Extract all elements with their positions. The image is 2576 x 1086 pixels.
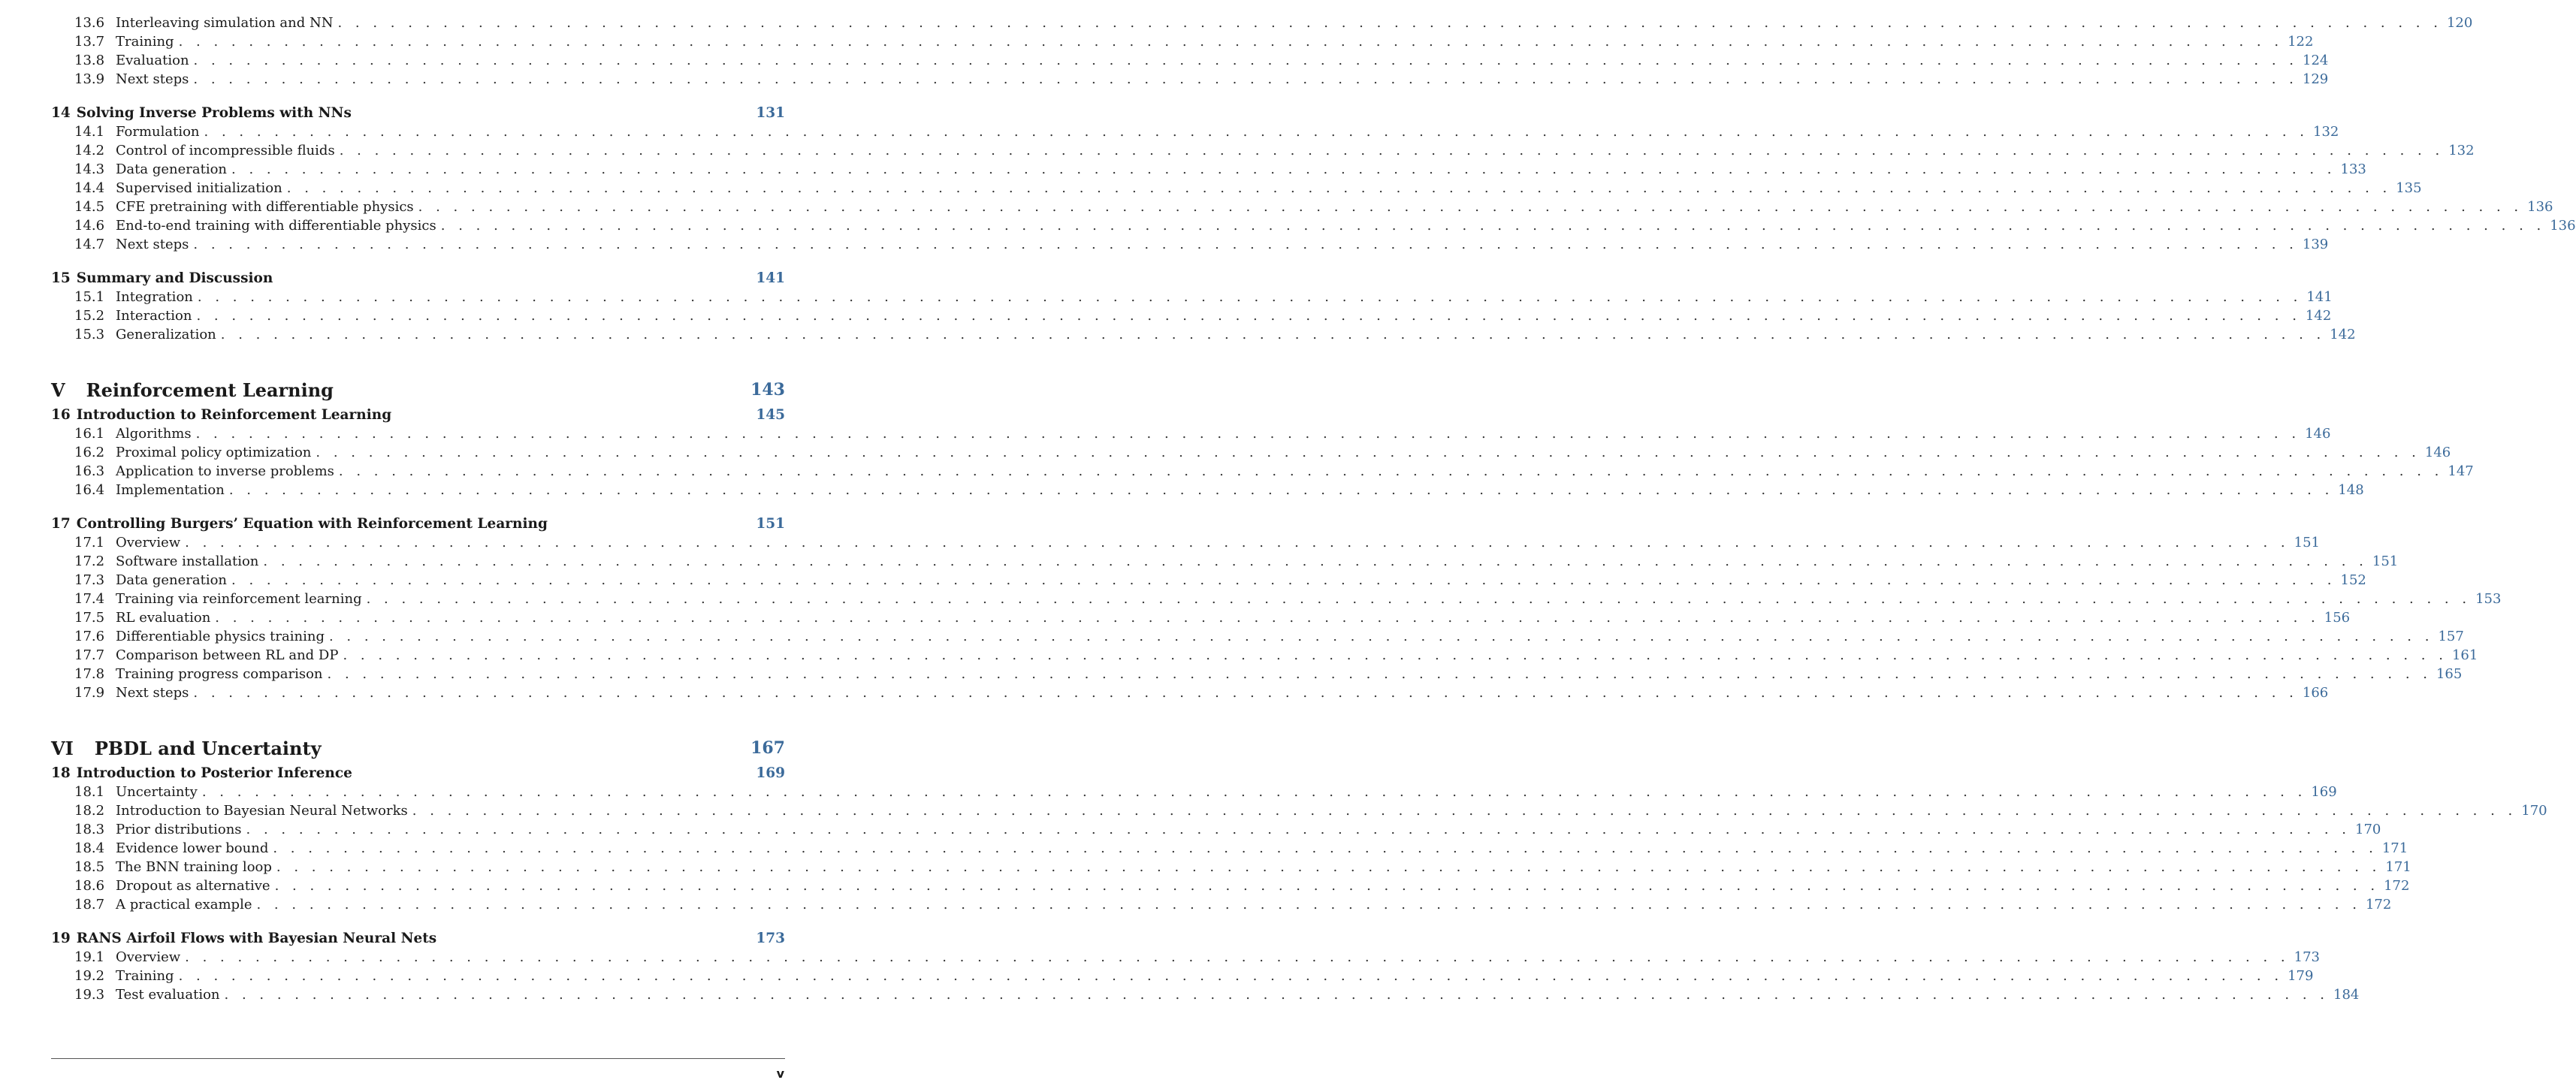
toc-section-entry[interactable] <box>51 840 2408 859</box>
toc-section-entry[interactable] <box>51 987 2360 1006</box>
section-page-link[interactable]: 169 <box>2311 784 2337 800</box>
toc-section-entry[interactable] <box>51 124 2339 143</box>
section-title: Training via reinforcement learning <box>116 591 362 607</box>
section-number: 17.1 <box>74 535 105 551</box>
section-title: Formulation <box>116 124 200 140</box>
section-title: Application to inverse problems <box>116 463 334 479</box>
section-page-link[interactable]: 146 <box>2424 445 2451 460</box>
section-title: RL evaluation <box>116 610 211 626</box>
section-page-link[interactable]: 161 <box>2451 647 2478 663</box>
section-title: Prior distributions <box>116 822 242 837</box>
chapter-title: Introduction to Reinforcement Learning <box>76 407 392 423</box>
section-title: Training <box>116 968 174 984</box>
section-page-link[interactable]: 165 <box>2436 666 2463 682</box>
toc-section-entry[interactable] <box>51 685 2329 704</box>
toc-section-entry[interactable] <box>51 218 2576 237</box>
dot-leader: . . . . . . . . . . . . . . . . . . . . . . . . . . . . . . . . . . . . . . . . . . . . . . . . . . . . . . . . . . . . . . . . . . . . . . . . . . . . . . . . . . . . . . . . . . . . . . . . . . . . . . . . . . . . . . . . . . . . . . . . <box>274 878 2380 894</box>
part-page-link[interactable]: 143 <box>750 380 785 400</box>
section-title: Control of incompressible fluids <box>116 143 335 158</box>
chapter-title: Introduction to Posterior Inference <box>76 765 352 781</box>
toc-section-entry[interactable] <box>51 308 2332 327</box>
toc-chapter-heading[interactable] <box>51 516 785 535</box>
chapter-page-link[interactable]: 169 <box>756 765 785 781</box>
dot-leader: . . . . . . . . . . . . . . . . . . . . . . . . . . . . . . . . . . . . . . . . . . . . . . . . . . . . . . . . . . . . . . . . . . . . . . . . . . . . . . . . . . . . . . . . . . . . . . . . . . . . . . . . . . . . . . . . . . . . . . . . <box>228 482 2334 498</box>
section-page-link[interactable]: 135 <box>2396 180 2422 196</box>
section-number: 16.4 <box>74 482 105 498</box>
section-page-link[interactable]: 170 <box>2355 822 2381 837</box>
dot-leader: . . . . . . . . . . . . . . . . . . . . . . . . . . . . . . . . . . . . . . . . . . . . . . . . . . . . . . . . . . . . . . . . . . . . . . . . . . . . . . . . . . . . . . . . . . . . . . . . . . . . . . . . . . . . . . . . . . . . . . . . <box>201 784 2307 800</box>
section-title: Evaluation <box>116 53 189 68</box>
toc-section-entry[interactable] <box>51 161 2366 180</box>
toc-section-entry[interactable] <box>51 53 2329 71</box>
section-title: Evidence lower bound <box>116 840 269 856</box>
section-number: 17.2 <box>74 554 105 569</box>
dot-leader: . . . . . . . . . . . . . . . . . . . . . . . . . . . . . . . . . . . . . . . . . . . . . . . . . . . . . . . . . . . . . . . . . . . . . . . . . . . . . . . . . . . . . . . . . . . . . . . . . . . . . . . . . . . . . . . . . . . . . . . . <box>220 327 2326 342</box>
toc-chapter-heading[interactable] <box>51 765 785 784</box>
section-page-link[interactable]: 136 <box>2527 199 2553 215</box>
section-page-link[interactable]: 152 <box>2340 572 2366 588</box>
part-page-link[interactable]: 167 <box>750 738 785 758</box>
section-number: 15.3 <box>74 327 105 342</box>
chapter-page-link[interactable]: 131 <box>756 105 785 121</box>
section-number: 19.1 <box>74 949 105 965</box>
dot-leader: . . . . . . . . . . . . . . . . . . . . . . . . . . . . . . . . . . . . . . . . . . . . . . . . . . . . . . . . . . . . . . . . . . . . . . . . . . . . . . . . . . . . . . . . . . . . . . . . . . . . . . . . . . . . . . . . . . . . . . . . <box>412 803 2517 819</box>
section-title: Next steps <box>116 685 189 701</box>
section-title: Uncertainty <box>116 784 198 800</box>
section-page-link[interactable]: 133 <box>2340 161 2366 177</box>
section-page-link[interactable]: 184 <box>2333 987 2360 1003</box>
section-title: Proximal policy optimization <box>116 445 312 460</box>
section-title: Generalization <box>116 327 216 342</box>
toc-section-entry[interactable] <box>51 463 2474 482</box>
section-number: 13.8 <box>74 53 105 68</box>
chapter-number: 19 <box>51 931 71 946</box>
section-number: 14.1 <box>74 124 105 140</box>
dot-leader: . . . . . . . . . . . . . . . . . . . . . . . . . . . . . . . . . . . . . . . . . . . . . . . . . . . . . . . . . . . . . . . . . . . . . . . . . . . . . . . . . . . . . . . . . . . . . . . . . . . . . . . . . . . . . . . . . . . . . . . . <box>343 647 2448 663</box>
part-title: PBDL and Uncertainty <box>94 737 322 759</box>
toc-part-heading[interactable] <box>51 376 785 404</box>
section-page-link[interactable]: 136 <box>2550 218 2576 234</box>
toc-section-entry[interactable] <box>51 968 2314 987</box>
toc-section-entry[interactable] <box>51 949 2321 968</box>
dot-leader: . . . . . . . . . . . . . . . . . . . . . . . . . . . . . . . . . . . . . . . . . . . . . . . . . . . . . . . . . . . . . . . . . . . . . . . . . . . . . . . . . . . . . . . . . . . . . . . . . . . . . . . . . . . . . . . . . . . . . . . . <box>418 199 2523 215</box>
section-page-link[interactable]: 132 <box>2448 143 2475 158</box>
section-number: 14.6 <box>74 218 105 234</box>
chapter-title: Summary and Discussion <box>76 270 273 286</box>
section-page-link[interactable]: 172 <box>2384 878 2410 894</box>
section-number: 14.5 <box>74 199 105 215</box>
section-title: Overview <box>116 535 181 551</box>
toc-section-entry[interactable] <box>51 71 2329 90</box>
toc-chapter-heading[interactable] <box>51 105 785 124</box>
dot-leader: . . . . . . . . . . . . . . . . . . . . . . . . . . . . . . . . . . . . . . . . . . . . . . . . . . . . . . . . . . . . . . . . . . . . . . . . . . . . . . . . . . . . . . . . . . . . . . . . . . . . . . . . . . . . . . . . . . . . . . . . <box>204 124 2309 140</box>
table-of-contents <box>51 15 2576 1006</box>
section-title: Differentiable physics training <box>116 629 325 644</box>
section-page-link[interactable]: 147 <box>2448 463 2474 479</box>
toc-chapter-heading[interactable] <box>51 931 785 949</box>
section-number: 16.3 <box>74 463 105 479</box>
dot-leader: . . . . . . . . . . . . . . . . . . . . . . . . . . . . . . . . . . . . . . . . . . . . . . . . . . . . . . . . . . . . . . . . . . . . . . . . . . . . . . . . . . . . . . . . . . . . . . . . . . . . . . . . . . . . . . . . . . . . . . . . <box>195 426 2301 442</box>
dot-leader: . . . . . . . . . . . . . . . . . . . . . . . . . . . . . . . . . . . . . . . . . . . . . . . . . . . . . . . . . . . . . . . . . . . . . . . . . . . . . . . . . . . . . . . . . . . . . . . . . . . . . . . . . . . . . . . . . . . . . . . . <box>193 53 2299 68</box>
dot-leader: . . . . . . . . . . . . . . . . . . . . . . . . . . . . . . . . . . . . . . . . . . . . . . . . . . . . . . . . . . . . . . . . . . . . . . . . . . . . . . . . . . . . . . . . . . . . . . . . . . . . . . . . . . . . . . . . . . . . . . . . <box>339 143 2445 158</box>
toc-section-entry[interactable] <box>51 34 2314 53</box>
dot-leader: . . . . . . . . . . . . . . . . . . . . . . . . . . . . . . . . . . . . . . . . . . . . . . . . . . . . . . . . . . . . . . . . . . . . . . . . . . . . . . . . . . . . . . . . . . . . . . . . . . . . . . . . . . . . . . . . . . . . . . . . <box>337 15 2442 31</box>
dot-leader: . . . . . . . . . . . . . . . . . . . . . . . . . . . . . . . . . . . . . . . . . . . . . . . . . . . . . . . . . . . . . . . . . . . . . . . . . . . . . . . . . . . . . . . . . . . . . . . . . . . . . . . . . . . . . . . . . . . . . . . . <box>193 71 2298 87</box>
dot-leader: . . . . . . . . . . . . . . . . . . . . . . . . . . . . . . . . . . . . . . . . . . . . . . . . . . . . . . . . . . . . . . . . . . . . . . . . . . . . . . . . . . . . . . . . . . . . . . . . . . . . . . . . . . . . . . . . . . . . . . . . <box>256 897 2361 913</box>
section-number: 18.2 <box>74 803 105 819</box>
section-title: Data generation <box>116 161 228 177</box>
chapter-number: 14 <box>51 105 71 121</box>
toc-section-entry[interactable] <box>51 897 2392 916</box>
section-number: 17.5 <box>74 610 105 626</box>
section-title: CFE pretraining with differentiable physics <box>116 199 414 215</box>
section-number: 15.1 <box>74 289 105 305</box>
part-number: V <box>51 379 65 401</box>
toc-section-entry[interactable] <box>51 199 2553 218</box>
section-number: 14.3 <box>74 161 105 177</box>
section-title: Test evaluation <box>116 987 220 1003</box>
chapter-number: 15 <box>51 270 71 286</box>
dot-leader: . . . . . . . . . . . . . . . . . . . . . . . . . . . . . . . . . . . . . . . . . . . . . . . . . . . . . . . . . . . . . . . . . . . . . . . . . . . . . . . . . . . . . . . . . . . . . . . . . . . . . . . . . . . . . . . . . . . . . . . . <box>196 308 2301 324</box>
section-title: Training progress comparison <box>116 666 323 682</box>
section-page-link[interactable]: 156 <box>2324 610 2351 626</box>
section-title: Introduction to Bayesian Neural Networks <box>116 803 408 819</box>
chapter-title: Solving Inverse Problems with NNs <box>76 105 352 121</box>
toc-section-entry[interactable] <box>51 803 2547 822</box>
part-number: VI <box>51 737 74 759</box>
dot-leader: . . . . . . . . . . . . . . . . . . . . . . . . . . . . . . . . . . . . . . . . . . . . . . . . . . . . . . . . . . . . . . . . . . . . . . . . . . . . . . . . . . . . . . . . . . . . . . . . . . . . . . . . . . . . . . . . . . . . . . . . <box>215 610 2320 626</box>
dot-leader: . . . . . . . . . . . . . . . . . . . . . . . . . . . . . . . . . . . . . . . . . . . . . . . . . . . . . . . . . . . . . . . . . . . . . . . . . . . . . . . . . . . . . . . . . . . . . . . . . . . . . . . . . . . . . . . . . . . . . . . . <box>366 591 2472 607</box>
section-number: 17.6 <box>74 629 105 644</box>
section-title: End-to-end training with differentiable physics <box>116 218 436 234</box>
section-title: Next steps <box>116 71 189 87</box>
dot-leader: . . . . . . . . . . . . . . . . . . . . . . . . . . . . . . . . . . . . . . . . . . . . . . . . . . . . . . . . . . . . . . . . . . . . . . . . . . . . . . . . . . . . . . . . . . . . . . . . . . . . . . . . . . . . . . . . . . . . . . . . <box>263 554 2368 569</box>
section-page-link[interactable]: 171 <box>2381 840 2408 856</box>
section-page-link[interactable]: 120 <box>2446 15 2473 31</box>
dot-leader: . . . . . . . . . . . . . . . . . . . . . . . . . . . . . . . . . . . . . . . . . . . . . . . . . . . . . . . . . . . . . . . . . . . . . . . . . . . . . . . . . . . . . . . . . . . . . . . . . . . . . . . . . . . . . . . . . . . . . . . . <box>338 463 2444 479</box>
section-number: 18.4 <box>74 840 105 856</box>
section-number: 18.6 <box>74 878 105 894</box>
chapter-page-link[interactable]: 173 <box>756 931 785 946</box>
section-number: 16.2 <box>74 445 105 460</box>
chapter-number: 18 <box>51 765 71 781</box>
toc-section-entry[interactable] <box>51 610 2351 629</box>
section-number: 13.7 <box>74 34 105 50</box>
section-number: 13.6 <box>74 15 105 31</box>
section-number: 16.1 <box>74 426 105 442</box>
toc-section-entry[interactable] <box>51 554 2399 572</box>
section-number: 14.4 <box>74 180 105 196</box>
section-page-link[interactable]: 148 <box>2338 482 2364 498</box>
toc-section-entry[interactable] <box>51 822 2381 840</box>
section-page-link[interactable]: 170 <box>2521 803 2547 819</box>
section-page-link[interactable]: 151 <box>2294 535 2321 551</box>
section-page-link[interactable]: 151 <box>2372 554 2399 569</box>
section-title: Integration <box>116 289 193 305</box>
section-page-link[interactable]: 171 <box>2385 859 2411 875</box>
section-number: 18.3 <box>74 822 105 837</box>
chapter-title: RANS Airfoil Flows with Bayesian Neural Nets <box>76 931 437 946</box>
toc-section-entry[interactable] <box>51 327 2356 345</box>
dot-leader: . . . . . . . . . . . . . . . . . . . . . . . . . . . . . . . . . . . . . . . . . . . . . . . . . . . . . . . . . . . . . . . . . . . . . . . . . . . . . . . . . . . . . . . . . . . . . . . . . . . . . . . . . . . . . . . . . . . . . . . . <box>246 822 2351 837</box>
toc-section-entry[interactable] <box>51 289 2333 308</box>
toc-section-entry[interactable] <box>51 784 2337 803</box>
section-number: 19.2 <box>74 968 105 984</box>
toc-section-entry[interactable] <box>51 878 2410 897</box>
dot-leader: . . . . . . . . . . . . . . . . . . . . . . . . . . . . . . . . . . . . . . . . . . . . . . . . . . . . . . . . . . . . . . . . . . . . . . . . . . . . . . . . . . . . . . . . . . . . . . . . . . . . . . . . . . . . . . . . . . . . . . . . <box>286 180 2392 196</box>
chapter-title: Controlling Burgers’ Equation with Reinforcement Learning <box>76 516 548 532</box>
dot-leader: . . . . . . . . . . . . . . . . . . . . . . . . . . . . . . . . . . . . . . . . . . . . . . . . . . . . . . . . . . . . . . . . . . . . . . . . . . . . . . . . . . . . . . . . . . . . . . . . . . . . . . . . . . . . . . . . . . . . . . . . <box>231 572 2336 588</box>
part-title: Reinforcement Learning <box>86 379 334 401</box>
section-number: 18.7 <box>74 897 105 913</box>
chapter-number: 16 <box>51 407 71 423</box>
dot-leader: . . . . . . . . . . . . . . . . . . . . . . . . . . . . . . . . . . . . . . . . . . . . . . . . . . . . . . . . . . . . . . . . . . . . . . . . . . . . . . . . . . . . . . . . . . . . . . . . . . . . . . . . . . . . . . . . . . . . . . . . <box>185 535 2290 551</box>
section-title: Comparison between RL and DP <box>116 647 339 663</box>
section-title: Next steps <box>116 237 189 252</box>
toc-section-entry[interactable] <box>51 237 2329 255</box>
toc-section-entry[interactable] <box>51 445 2451 463</box>
dot-leader: . . . . . . . . . . . . . . . . . . . . . . . . . . . . . . . . . . . . . . . . . . . . . . . . . . . . . . . . . . . . . . . . . . . . . . . . . . . . . . . . . . . . . . . . . . . . . . . . . . . . . . . . . . . . . . . . . . . . . . . . <box>231 161 2336 177</box>
dot-leader: . . . . . . . . . . . . . . . . . . . . . . . . . . . . . . . . . . . . . . . . . . . . . . . . . . . . . . . . . . . . . . . . . . . . . . . . . . . . . . . . . . . . . . . . . . . . . . . . . . . . . . . . . . . . . . . . . . . . . . . . <box>178 968 2284 984</box>
section-page-link[interactable]: 157 <box>2438 629 2464 644</box>
dot-leader: . . . . . . . . . . . . . . . . . . . . . . . . . . . . . . . . . . . . . . . . . . . . . . . . . . . . . . . . . . . . . . . . . . . . . . . . . . . . . . . . . . . . . . . . . . . . . . . . . . . . . . . . . . . . . . . . . . . . . . . . <box>328 629 2434 644</box>
toc-section-entry[interactable] <box>51 629 2464 647</box>
toc-section-entry[interactable] <box>51 426 2331 445</box>
dot-leader: . . . . . . . . . . . . . . . . . . . . . . . . . . . . . . . . . . . . . . . . . . . . . . . . . . . . . . . . . . . . . . . . . . . . . . . . . . . . . . . . . . . . . . . . . . . . . . . . . . . . . . . . . . . . . . . . . . . . . . . . <box>193 685 2298 701</box>
section-number: 15.2 <box>74 308 105 324</box>
section-number: 18.5 <box>74 859 105 875</box>
chapter-number: 17 <box>51 516 71 532</box>
dot-leader: . . . . . . . . . . . . . . . . . . . . . . . . . . . . . . . . . . . . . . . . . . . . . . . . . . . . . . . . . . . . . . . . . . . . . . . . . . . . . . . . . . . . . . . . . . . . . . . . . . . . . . . . . . . . . . . . . . . . . . . . <box>327 666 2432 682</box>
toc-section-entry[interactable] <box>51 15 2473 34</box>
chapter-page-link[interactable]: 145 <box>756 407 785 423</box>
toc-part-heading[interactable] <box>51 734 785 762</box>
section-page-link[interactable]: 142 <box>2330 327 2356 342</box>
toc-section-entry[interactable] <box>51 647 2478 666</box>
section-page-link[interactable]: 179 <box>2288 968 2314 984</box>
section-title: A practical example <box>116 897 252 913</box>
section-page-link[interactable]: 173 <box>2294 949 2321 965</box>
section-page-link[interactable]: 122 <box>2288 34 2314 50</box>
dot-leader: . . . . . . . . . . . . . . . . . . . . . . . . . . . . . . . . . . . . . . . . . . . . . . . . . . . . . . . . . . . . . . . . . . . . . . . . . . . . . . . . . . . . . . . . . . . . . . . . . . . . . . . . . . . . . . . . . . . . . . . . <box>185 949 2290 965</box>
toc-section-entry[interactable] <box>51 666 2463 685</box>
toc-section-entry[interactable] <box>51 572 2366 591</box>
section-number: 17.4 <box>74 591 105 607</box>
section-number: 14.7 <box>74 237 105 252</box>
section-page-link[interactable]: 139 <box>2302 237 2329 252</box>
page-folio: v <box>776 1066 784 1081</box>
section-page-link[interactable]: 172 <box>2365 897 2392 913</box>
section-title: Interaction <box>116 308 192 324</box>
section-number: 14.2 <box>74 143 105 158</box>
section-page-link[interactable]: 129 <box>2302 71 2329 87</box>
section-title: Software installation <box>116 554 259 569</box>
section-number: 17.8 <box>74 666 105 682</box>
toc-section-entry[interactable] <box>51 859 2411 878</box>
toc-section-entry[interactable] <box>51 143 2475 161</box>
section-number: 13.9 <box>74 71 105 87</box>
toc-section-entry[interactable] <box>51 482 2364 501</box>
section-page-link[interactable]: 132 <box>2313 124 2339 140</box>
dot-leader: . . . . . . . . . . . . . . . . . . . . . . . . . . . . . . . . . . . . . . . . . . . . . . . . . . . . . . . . . . . . . . . . . . . . . . . . . . . . . . . . . . . . . . . . . . . . . . . . . . . . . . . . . . . . . . . . . . . . . . . . <box>193 237 2298 252</box>
section-title: Training <box>116 34 174 50</box>
section-title: Supervised initialization <box>116 180 282 196</box>
dot-leader: . . . . . . . . . . . . . . . . . . . . . . . . . . . . . . . . . . . . . . . . . . . . . . . . . . . . . . . . . . . . . . . . . . . . . . . . . . . . . . . . . . . . . . . . . . . . . . . . . . . . . . . . . . . . . . . . . . . . . . . . <box>273 840 2378 856</box>
toc-section-entry[interactable] <box>51 591 2502 610</box>
section-title: Implementation <box>116 482 225 498</box>
dot-leader: . . . . . . . . . . . . . . . . . . . . . . . . . . . . . . . . . . . . . . . . . . . . . . . . . . . . . . . . . . . . . . . . . . . . . . . . . . . . . . . . . . . . . . . . . . . . . . . . . . . . . . . . . . . . . . . . . . . . . . . . <box>178 34 2284 50</box>
chapter-page-link[interactable]: 151 <box>756 516 785 532</box>
section-number: 17.3 <box>74 572 105 588</box>
dot-leader: . . . . . . . . . . . . . . . . . . . . . . . . . . . . . . . . . . . . . . . . . . . . . . . . . . . . . . . . . . . . . . . . . . . . . . . . . . . . . . . . . . . . . . . . . . . . . . . . . . . . . . . . . . . . . . . . . . . . . . . . <box>440 218 2546 234</box>
section-page-link[interactable]: 142 <box>2305 308 2332 324</box>
section-number: 17.7 <box>74 647 105 663</box>
toc-section-entry[interactable] <box>51 535 2321 554</box>
dot-leader: . . . . . . . . . . . . . . . . . . . . . . . . . . . . . . . . . . . . . . . . . . . . . . . . . . . . . . . . . . . . . . . . . . . . . . . . . . . . . . . . . . . . . . . . . . . . . . . . . . . . . . . . . . . . . . . . . . . . . . . . <box>316 445 2420 460</box>
section-title: Interleaving simulation and NN <box>116 15 334 31</box>
toc-chapter-heading[interactable] <box>51 407 785 426</box>
section-number: 19.3 <box>74 987 105 1003</box>
toc-chapter-heading[interactable] <box>51 270 785 289</box>
section-page-link[interactable]: 141 <box>2306 289 2333 305</box>
footer-rule <box>51 1058 785 1059</box>
section-page-link[interactable]: 153 <box>2475 591 2502 607</box>
section-number: 18.1 <box>74 784 105 800</box>
section-title: Overview <box>116 949 181 965</box>
dot-leader: . . . . . . . . . . . . . . . . . . . . . . . . . . . . . . . . . . . . . . . . . . . . . . . . . . . . . . . . . . . . . . . . . . . . . . . . . . . . . . . . . . . . . . . . . . . . . . . . . . . . . . . . . . . . . . . . . . . . . . . . <box>276 859 2381 875</box>
section-title: The BNN training loop <box>116 859 272 875</box>
section-title: Dropout as alternative <box>116 878 270 894</box>
section-page-link[interactable]: 124 <box>2303 53 2329 68</box>
section-page-link[interactable]: 146 <box>2305 426 2331 442</box>
section-page-link[interactable]: 166 <box>2302 685 2329 701</box>
section-number: 17.9 <box>74 685 105 701</box>
dot-leader: . . . . . . . . . . . . . . . . . . . . . . . . . . . . . . . . . . . . . . . . . . . . . . . . . . . . . . . . . . . . . . . . . . . . . . . . . . . . . . . . . . . . . . . . . . . . . . . . . . . . . . . . . . . . . . . . . . . . . . . . <box>197 289 2303 305</box>
toc-section-entry[interactable] <box>51 180 2422 199</box>
chapter-page-link[interactable]: 141 <box>756 270 785 286</box>
dot-leader: . . . . . . . . . . . . . . . . . . . . . . . . . . . . . . . . . . . . . . . . . . . . . . . . . . . . . . . . . . . . . . . . . . . . . . . . . . . . . . . . . . . . . . . . . . . . . . . . . . . . . . . . . . . . . . . . . . . . . . . . <box>224 987 2329 1003</box>
section-title: Data generation <box>116 572 228 588</box>
section-title: Algorithms <box>116 426 192 442</box>
